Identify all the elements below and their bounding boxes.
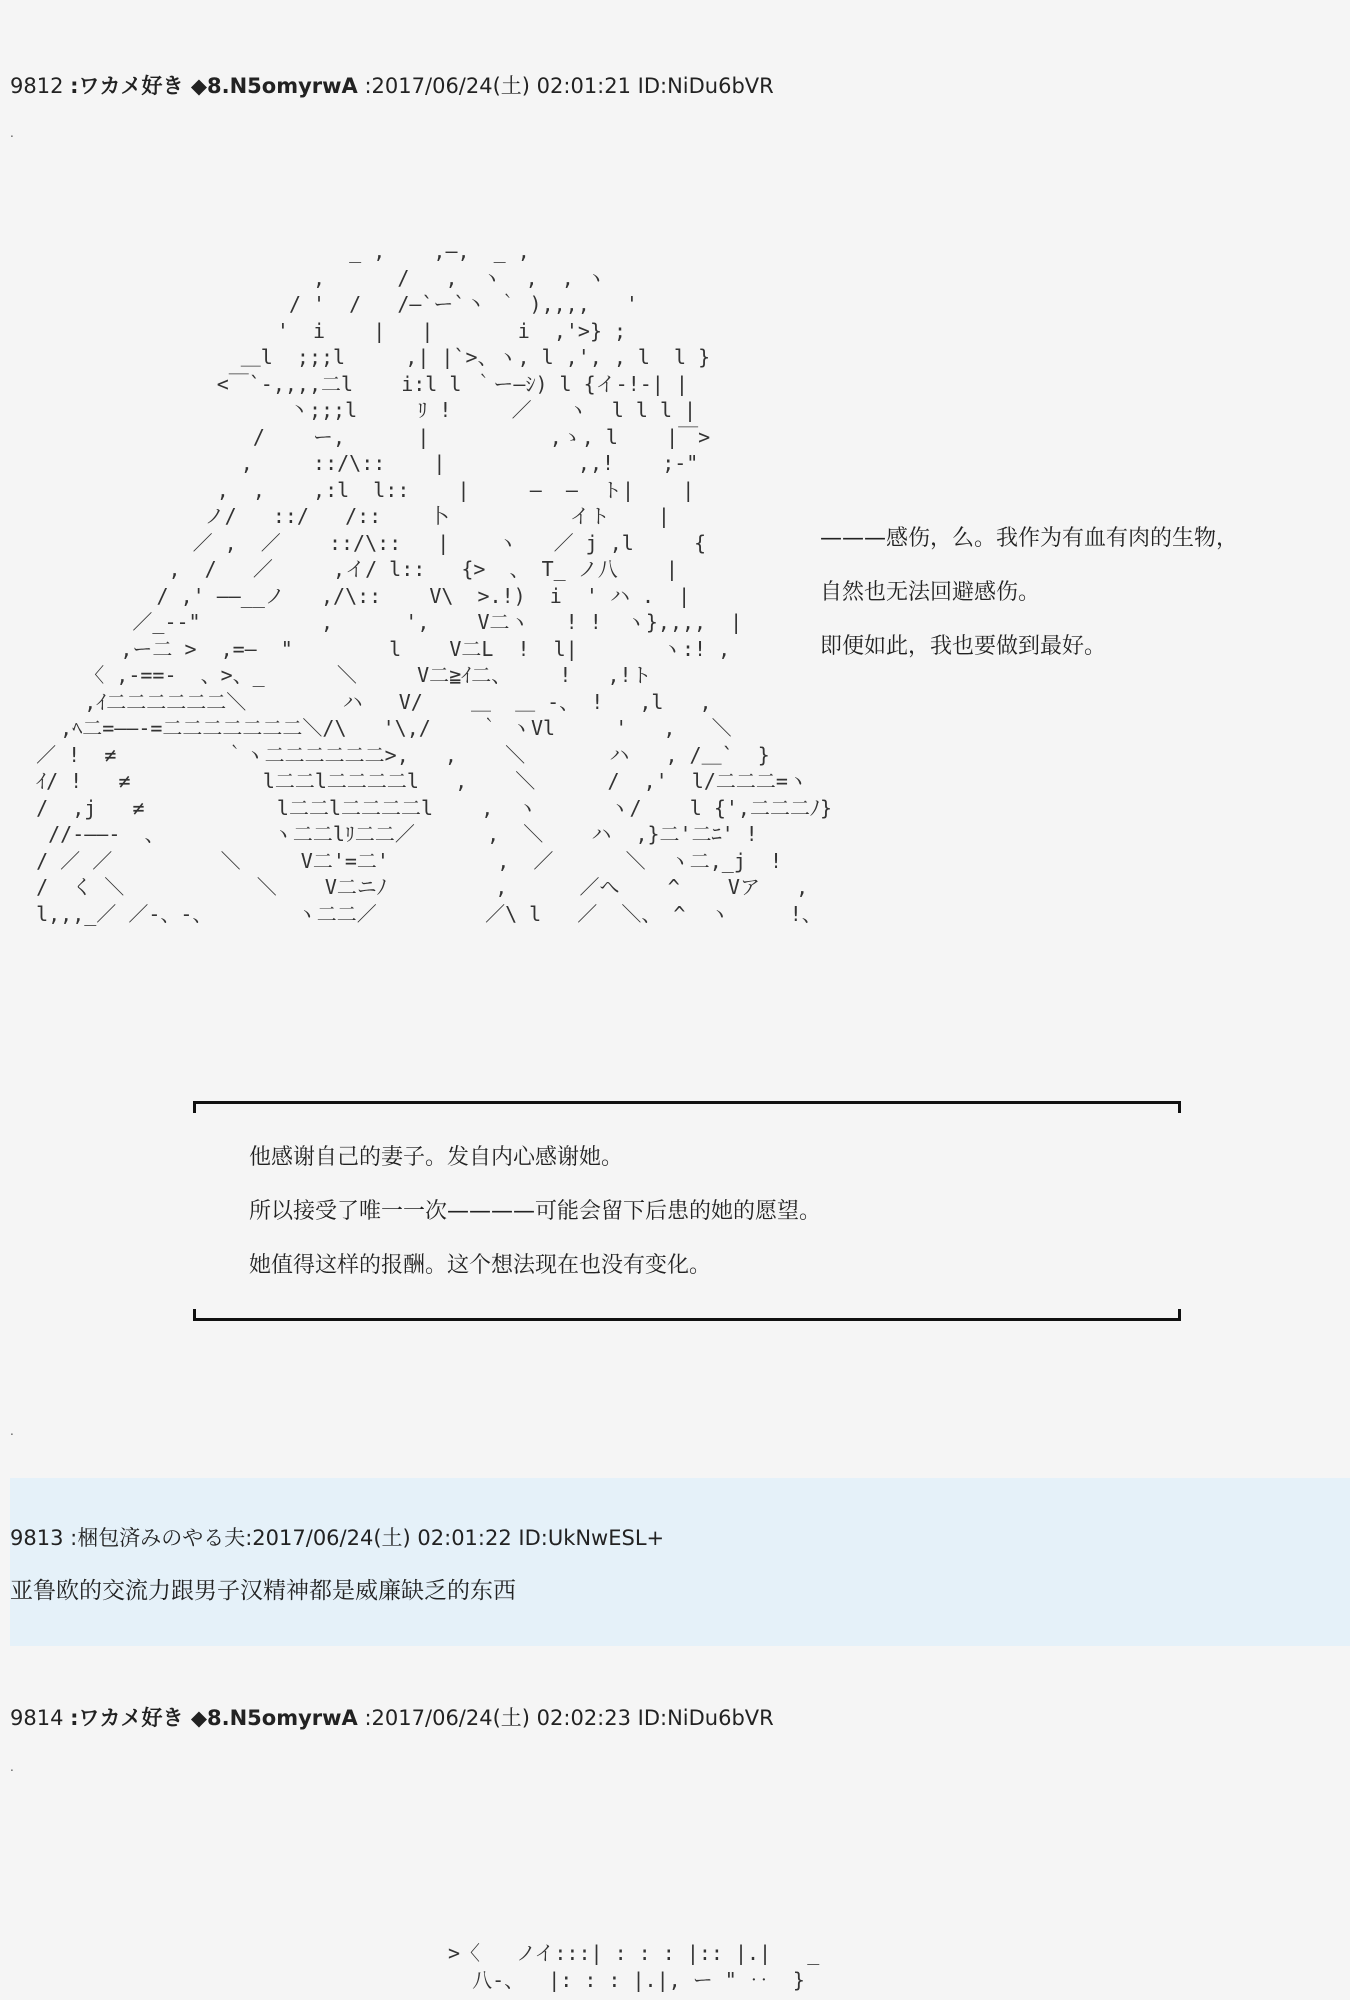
frame-corner	[1178, 1309, 1181, 1321]
post-date-id: :2017/06/24(土) 02:01:21 ID:NiDu6bVR	[364, 74, 774, 98]
frame-corner	[193, 1309, 196, 1321]
post-date-id: :2017/06/24(土) 02:02:23 ID:NiDu6bVR	[364, 1706, 774, 1730]
poster-trip: ◆8.N5omyrwA	[190, 1706, 358, 1730]
post-header	[10, 1702, 774, 1732]
poster-name[interactable]: :梱包済みのやる夫	[70, 1526, 246, 1550]
post-body: 亚鲁欧的交流力跟男子汉精神都是威廉缺乏的东西	[10, 1578, 516, 1604]
frame-bottom-rule	[193, 1318, 1181, 1321]
post-header	[10, 1522, 664, 1552]
ascii-art: _ , ,—, _ , , / , ヽ , , ヽ / ' / /―`ー`丶 ｀ ),,,, ' ' i | | i ,'>} ; ＿l ;;;l ,| |`>、ヽ, l ,', , l l } <￣`-,,,,二l i:l l ｀ー—ｼ) l {イ-!-| | 丶;;;l ﾘ ! ／ ヽ l l l | / ー, | ,ゝ, l |￣> , ::/\:: | ,,! ;-" , , ,:l l:: | ― ― ト| | ノ/ ::/ /:: 卜 イト | ／ , ／ ::/\:: | ヽ ／ j ,l { , / ／ ,イ/ l:: {> 、 T_ ノ八 | / ,' ——__ノ ,/\:: V\ >.!) i ' ハ . | ／_-‐" , ', V二ヽ ! ! ヽ},,,, | ,ー二 > ,=— " l V二L ! l| ヽ:! , 〈 ,-==- 、>、_ ＼ V二≧ｲ二、 ! ,!ト ,ｲ二二二二二二＼ ハ V/ ＿ ＿ -、 ! ,l , ,ﾍ二=——-=二二二二二二二＼/\ '\,/ ｀ ヽVl ' , ＼ ／ ! ≠ ｀ヽ二二二二二二>, , ＼ ハ , /＿` } ｲ/ ! ≠ l二二l二二二二l , ＼ / ,' l/二二二=ヽ / ,j ≠ l二二l二二二二l , ヽ ヽ/ l {',二二二ﾉ} //-——- 、 ヽ二二lﾘ二二／ , ＼ ハ ,}二'二ﾆ' ! / ／ ／ ＼ V二'=二' , ／ ＼ ヽ二,_j ! / く ＼ ＼ V二ニﾉ , ／へ ^ Vア , l,,,_／ ／-、-、 ヽ二二／ ／\ l ／ ＼、 ^ ヽ !、	[36, 239, 833, 926]
reply-post	[10, 1478, 1350, 1646]
frame-line: 她值得这样的报酬。这个想法现在也没有变化。	[249, 1253, 712, 1278]
line-dot: .	[10, 1424, 14, 1438]
narration-side	[820, 522, 1238, 684]
narration-line: 即便如此，我也要做到最好。	[820, 634, 1107, 659]
poster-name[interactable]: :ワカメ好き ◆8.N5omyrwA	[70, 1706, 358, 1730]
poster-trip: ◆8.N5omyrwA	[190, 74, 358, 98]
narration-frame	[193, 1101, 1181, 1321]
poster-name[interactable]: :ワカメ好き ◆8.N5omyrwA	[70, 74, 358, 98]
post-date-id: :2017/06/24(土) 02:01:22 ID:UkNwESL+	[245, 1526, 665, 1550]
line-dot: .	[10, 126, 14, 140]
post-number: 9813	[10, 1526, 64, 1550]
post-header	[10, 70, 774, 100]
post-number: 9814	[10, 1706, 64, 1730]
frame-corner	[1178, 1101, 1181, 1113]
frame-line: 他感谢自己的妻子。发自内心感谢她。	[249, 1145, 624, 1170]
frame-line: 所以接受了唯一一次————可能会留下后患的她的愿望。	[249, 1199, 822, 1224]
narration-line: 自然也无法回避感伤。	[820, 580, 1041, 605]
frame-corner	[193, 1101, 196, 1113]
narration-line: ———感伤，么。我作为有血有肉的生物，	[820, 526, 1239, 551]
ascii-art: >〈 ノイ:::| : : : |:: |.| _ 八-、 |: : : |.|, ー " ‥ }	[448, 1941, 820, 1992]
frame-top-rule	[193, 1101, 1181, 1104]
post-number: 9812	[10, 74, 64, 98]
line-dot: .	[10, 1760, 14, 1774]
